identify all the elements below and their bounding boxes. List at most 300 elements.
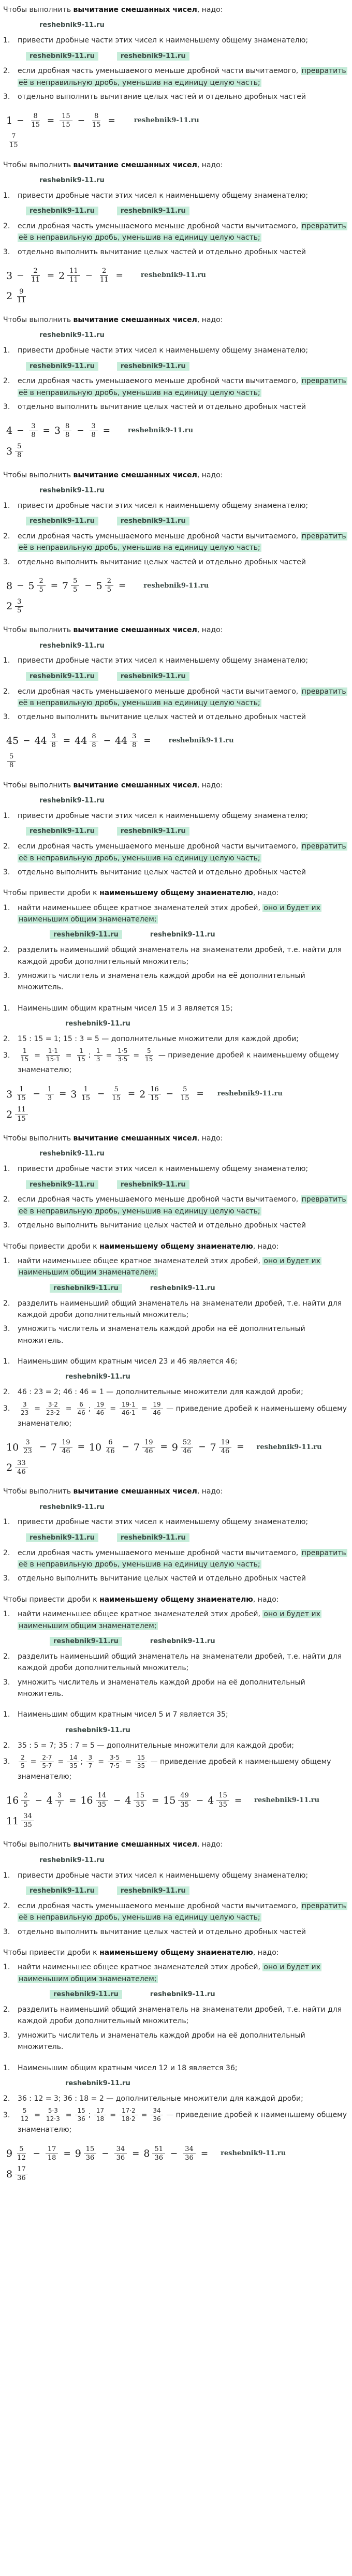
lcd-rules-1-line-3 xyxy=(3,929,348,941)
subtraction-rules-2-line-5 xyxy=(3,221,348,244)
formula-5 xyxy=(6,733,348,750)
numerator: 5 xyxy=(181,1086,189,1094)
text-run: отдельно выполнить вычитание целых частей и отдельно дробных частей xyxy=(18,713,306,722)
example-4 xyxy=(3,577,348,615)
operator: = xyxy=(108,115,115,126)
mixed-number xyxy=(75,2145,98,2163)
fraction xyxy=(43,1047,63,1063)
denominator: 35 xyxy=(180,1801,189,1809)
text-run: отдельно выполнить вычитание целых частей и отдельно дробных частей xyxy=(18,558,306,566)
operator: = xyxy=(110,2111,116,2119)
lcd-working-4-line-4 xyxy=(3,2107,348,2137)
whole-part: 9 xyxy=(171,1441,178,1453)
operator: = xyxy=(34,1051,41,1060)
formula-9-result xyxy=(6,2165,348,2183)
denominator: 46 xyxy=(106,1447,115,1456)
fraction xyxy=(93,2107,107,2123)
subtraction-rules-9-line-2 xyxy=(3,1854,348,1866)
operator: = xyxy=(118,580,126,591)
text-run: привести дробные части этих чисел к наименьшему общему знаменателю; xyxy=(18,656,309,665)
fraction-part xyxy=(40,1754,54,1770)
example-5 xyxy=(3,733,348,770)
step-number: 3. xyxy=(3,247,10,256)
formula-1 xyxy=(6,112,348,130)
subtraction-rules-4-line-6 xyxy=(3,557,348,568)
watermark-text: reshebnik9-11.ru xyxy=(117,827,189,836)
fraction-part xyxy=(86,1754,95,1770)
whole-part: 2 xyxy=(139,1088,146,1100)
bold-text: вычитание смешанных чисел xyxy=(73,316,197,325)
text-run: умножить числитель и знаменатель каждой дроби на её дополнительный множитель. xyxy=(18,2031,305,2052)
text-run: , надо: xyxy=(197,316,223,325)
fraction xyxy=(114,1047,130,1063)
text-run: Чтобы привести дроби к xyxy=(3,1595,100,1604)
watermark-text: reshebnik9-11.ru xyxy=(26,827,98,836)
operator: = xyxy=(141,1404,148,1413)
mixed-number xyxy=(172,1439,195,1456)
denominator: 12 xyxy=(21,2115,29,2123)
step-number: 1. xyxy=(3,191,10,200)
step-number: 3. xyxy=(3,2031,10,2040)
subtraction-rules-4-line-1 xyxy=(3,470,348,481)
operator: − xyxy=(170,2148,178,2159)
highlighted-text: превратить её в неправильную дробь, уменьшив на единицу целую часть; xyxy=(19,1901,346,1922)
denominator: 36 xyxy=(154,2154,164,2162)
lcd-rules-2-line-4 xyxy=(3,1298,348,1321)
numerator: 51 xyxy=(152,2145,165,2154)
watermark-text: reshebnik9-11.ru xyxy=(26,207,98,215)
subtraction-rules-9-line-4 xyxy=(3,1885,348,1897)
mixed-number xyxy=(143,2145,166,2163)
fraction xyxy=(150,1401,164,1417)
whole-number: 3 xyxy=(6,270,13,282)
step-number: 2. xyxy=(3,1548,10,1557)
spacer xyxy=(98,522,117,523)
lcd-working-1 xyxy=(3,1003,348,1123)
watermark-text: reshebnik9-11.ru xyxy=(168,737,234,745)
fraction-part xyxy=(134,1792,146,1809)
denominator: 46·1 xyxy=(121,1409,136,1416)
denominator: 3 xyxy=(47,1094,52,1103)
operator: = xyxy=(65,2111,72,2119)
watermark-text: reshebnik9-11.ru xyxy=(256,1443,322,1451)
subtraction-rules-8-line-2 xyxy=(3,1501,348,1513)
numerator: 34 xyxy=(21,1812,34,1821)
subtraction-rules-9-line-3 xyxy=(3,1870,348,1881)
text-run: привести дробные части этих чисел к наименьшему общему знаменателю; xyxy=(18,1165,309,1174)
watermark-text: reshebnik9-11.ru xyxy=(150,1284,215,1292)
fraction-part xyxy=(67,1754,79,1770)
text-run: разделить наименьший общий знаменатель на знаменатели дробей, т.е. найти для каждой дроби дополнительный множитель; xyxy=(18,1299,342,1319)
denominator: 18 xyxy=(47,2154,56,2162)
formula-6 xyxy=(6,1086,348,1103)
lcd-working-3-line-2 xyxy=(3,1724,348,1736)
numerator: 14 xyxy=(67,1754,79,1762)
numerator: 34 xyxy=(151,2107,163,2115)
numerator: 14 xyxy=(96,1792,109,1801)
denominator: 5 xyxy=(107,586,111,594)
lcd-working-4-line-2 xyxy=(3,2077,348,2089)
text-run: если дробная часть уменьшаемого меньше дробной части вычитаемого, xyxy=(18,222,301,230)
watermark-text: reshebnik9-11.ru xyxy=(150,1990,215,1999)
subtraction-rules-3-line-3 xyxy=(3,345,348,356)
denominator: 15 xyxy=(31,121,40,129)
numerator: 8 xyxy=(90,733,98,741)
fraction-part xyxy=(143,1047,155,1063)
denominator: 8 xyxy=(51,741,56,749)
step-number: 1. xyxy=(3,1165,10,1174)
whole-part: 3 xyxy=(6,1088,13,1100)
fraction-part xyxy=(135,1754,147,1770)
bold-text: наименьшему общему знаменателю xyxy=(99,1949,253,1957)
lcd-working-4-line-1 xyxy=(3,2062,348,2074)
whole-part: 2 xyxy=(6,1462,13,1474)
numerator: 34 xyxy=(183,2145,196,2154)
step-number: 1. xyxy=(3,1256,10,1265)
highlighted-text: оно и будет их наименьшим общим знаменателем; xyxy=(19,903,320,924)
watermark-text: reshebnik9-11.ru xyxy=(117,1886,189,1895)
subtraction-rules-5-line-5 xyxy=(3,686,348,709)
step-number: 1. xyxy=(3,1963,10,1972)
watermark-text: reshebnik9-11.ru xyxy=(65,1373,130,1381)
spacer xyxy=(98,212,117,213)
lcd-working-3-line-4 xyxy=(3,1754,348,1784)
numerator: 19 xyxy=(219,1439,232,1447)
denominator: 15·1 xyxy=(46,1056,60,1063)
fraction xyxy=(109,1086,124,1103)
watermark-text: reshebnik9-11.ru xyxy=(26,672,98,681)
denominator: 46 xyxy=(182,1447,192,1456)
operator: − xyxy=(77,115,85,126)
numerator: 6 xyxy=(77,1401,85,1409)
whole-number: 4 xyxy=(6,425,13,437)
numerator: 1 xyxy=(77,1047,85,1056)
lcd-working-2-line-3 xyxy=(3,1386,348,1398)
subtraction-rules-4-line-5 xyxy=(3,531,348,554)
whole-part: 3 xyxy=(6,445,13,457)
subtraction-rules-5 xyxy=(3,624,348,723)
fraction xyxy=(18,1401,32,1417)
fraction xyxy=(45,2145,60,2163)
whole-part: 7 xyxy=(62,580,69,592)
numerator: 3 xyxy=(21,1401,29,1409)
text-run: разделить наименьший общий знаменатель на знаменатели дробей, т.е. найти для каждой дроби дополнительный множитель; xyxy=(18,2006,342,2026)
step-number: 3. xyxy=(3,1221,10,1230)
denominator: 8 xyxy=(9,762,14,770)
numerator: 16 xyxy=(148,1086,161,1094)
fraction xyxy=(18,1047,32,1063)
whole-part: 2 xyxy=(58,270,65,282)
subtraction-rules-6 xyxy=(3,780,348,879)
operator: − xyxy=(33,1089,40,1100)
spacer xyxy=(3,1539,26,1540)
formula-3 xyxy=(6,422,348,440)
fraction-part xyxy=(75,1047,87,1063)
whole-part: 44 xyxy=(34,735,47,747)
operator: = xyxy=(115,270,123,281)
lcd-rules-3-line-5 xyxy=(3,1677,348,1700)
fraction xyxy=(43,2107,63,2123)
mixed-number xyxy=(34,733,58,750)
operator: − xyxy=(77,425,84,436)
text-run: — приведение дробей к наименьшему общему знаменателю; xyxy=(18,1404,347,1428)
fraction-part xyxy=(15,1106,28,1123)
watermark-text: reshebnik9-11.ru xyxy=(39,21,105,30)
fraction-part xyxy=(130,733,138,750)
text-run: Чтобы привести дроби к xyxy=(3,889,100,898)
fraction-part xyxy=(19,1047,31,1063)
formula-4 xyxy=(6,577,348,595)
bold-text: вычитание смешанных чисел xyxy=(73,1487,197,1496)
numerator: 19 xyxy=(142,1439,155,1447)
mixed-number xyxy=(208,1792,230,1809)
subtraction-rules-7-line-2 xyxy=(3,1148,348,1160)
formula-7-result xyxy=(6,1459,348,1477)
subtraction-rules-2-line-2 xyxy=(3,174,348,186)
operator: − xyxy=(17,115,24,126)
formula-9 xyxy=(6,2145,348,2163)
watermark-text: reshebnik9-11.ru xyxy=(39,1856,105,1864)
denominator: 15 xyxy=(77,1056,85,1063)
spacer xyxy=(3,647,39,648)
fraction-part xyxy=(55,1792,64,1809)
spacer xyxy=(3,212,26,213)
denominator: 36 xyxy=(85,2154,95,2162)
text-run: если дробная часть уменьшаемого меньше дробной части вычитаемого, xyxy=(18,687,301,696)
numerator: 8 xyxy=(31,112,39,121)
fraction-part xyxy=(7,133,20,150)
subtraction-rules-4-line-4 xyxy=(3,515,348,527)
step-number: 1. xyxy=(3,1610,10,1619)
step-number: 2. xyxy=(3,1388,10,1397)
subtraction-rules-4-line-2 xyxy=(3,485,348,496)
operator: = xyxy=(34,1404,41,1413)
denominator: 35 xyxy=(136,1801,144,1809)
denominator: 8 xyxy=(65,431,70,439)
bold-text: вычитание смешанных чисел xyxy=(73,6,197,14)
operator: = xyxy=(102,425,111,436)
lcd-rules-2-line-2 xyxy=(3,1255,348,1279)
text-run: , надо: xyxy=(197,1840,223,1849)
lcd-rules-1-line-4 xyxy=(3,944,348,968)
operator: − xyxy=(101,2148,109,2159)
text-run: Чтобы выполнить xyxy=(3,626,74,635)
subtraction-rules-9 xyxy=(3,1839,348,1938)
operator: = xyxy=(34,2111,41,2119)
highlighted-text: превратить её в неправильную дробь, уменьшив на единицу целую часть; xyxy=(19,1548,346,1569)
fraction-part xyxy=(90,733,98,750)
mixed-number xyxy=(6,1439,35,1456)
mixed-number xyxy=(58,267,81,285)
text-run: умножить числитель и знаменатель каждой дроби на её дополнительный множитель. xyxy=(18,972,305,992)
text-run: , надо: xyxy=(197,1487,223,1496)
watermark-text: reshebnik9-11.ru xyxy=(117,207,189,215)
text-run: отдельно выполнить вычитание целых частей и отдельно дробных частей xyxy=(18,1927,306,1936)
operator: = xyxy=(132,2148,140,2159)
mixed-number xyxy=(163,1792,192,1809)
numerator: 15 xyxy=(60,112,72,121)
watermark-text: reshebnik9-11.ru xyxy=(140,271,206,280)
spacer xyxy=(98,1539,117,1540)
denominator: 46 xyxy=(153,1409,161,1416)
fraction xyxy=(119,2107,139,2123)
step-number: 2. xyxy=(3,687,10,696)
watermark-text: reshebnik9-11.ru xyxy=(39,176,105,184)
fraction-part xyxy=(80,1086,93,1103)
fraction-part xyxy=(94,1047,102,1063)
subtraction-rules-3 xyxy=(3,314,348,413)
numerator: 15 xyxy=(216,1792,229,1801)
watermark-text: reshebnik9-11.ru xyxy=(50,1637,122,1646)
denominator: 36 xyxy=(17,2174,26,2183)
step-number: 2. xyxy=(3,1299,10,1308)
text-run: Наименьшим общим кратным чисел 15 и 3 является 15; xyxy=(18,1004,233,1013)
denominator: 15 xyxy=(150,1094,159,1103)
denominator: 15 xyxy=(181,1094,189,1103)
denominator: 15 xyxy=(81,1094,91,1103)
step-number: 3. xyxy=(3,1678,10,1687)
subtraction-rules-6-line-6 xyxy=(3,867,348,878)
text-run: Наименьшим общим кратным чисел 12 и 18 является 36; xyxy=(18,2063,238,2072)
step-number: 3. xyxy=(3,93,10,101)
denominator: 3·5 xyxy=(118,1056,128,1063)
fraction xyxy=(113,2145,128,2163)
numerator: 3 xyxy=(86,1754,95,1762)
subtraction-rules-2 xyxy=(3,159,348,258)
fraction-part xyxy=(216,1792,229,1809)
text-run: ; xyxy=(88,2111,93,2119)
denominator: 15 xyxy=(17,1115,26,1123)
fraction-part xyxy=(21,1439,34,1456)
spacer xyxy=(3,1378,65,1379)
fraction-part xyxy=(104,1439,117,1456)
watermark-text: reshebnik9-11.ru xyxy=(26,362,98,371)
watermark-text: reshebnik9-11.ru xyxy=(26,1180,98,1189)
whole-part: 4 xyxy=(208,1795,214,1807)
fraction-part xyxy=(98,267,111,285)
fraction-part xyxy=(44,1047,62,1063)
denominator: 18 xyxy=(96,2115,105,2123)
fraction-part xyxy=(152,2145,165,2163)
numerator: 3 xyxy=(90,422,98,431)
fraction-part xyxy=(15,443,23,460)
text-run: 35 : 5 = 7; 35 : 7 = 5 — дополнительные множители для каждой дроби; xyxy=(18,1741,295,1750)
whole-number: 8 xyxy=(6,580,13,592)
numerator: 1 xyxy=(46,1086,54,1094)
lcd-rules-4-line-3 xyxy=(3,1988,348,2000)
lcd-rules-3-line-4 xyxy=(3,1651,348,1674)
text-run: , надо: xyxy=(253,1242,279,1251)
fraction-part xyxy=(105,577,113,595)
whole-part: 2 xyxy=(6,1109,13,1121)
example-1 xyxy=(3,112,348,150)
step-number: 2. xyxy=(3,532,10,541)
fraction xyxy=(6,753,17,770)
lcd-working-3-line-3 xyxy=(3,1740,348,1751)
lcd-rules-3-line-2 xyxy=(3,1608,348,1632)
lcd-rules-2-line-1 xyxy=(3,1241,348,1252)
denominator: 18·2 xyxy=(121,2115,136,2123)
numerator: 2 xyxy=(37,577,45,586)
spacer xyxy=(98,1186,117,1187)
lcd-working-3 xyxy=(3,1709,348,1829)
text-run: Чтобы привести дроби к xyxy=(3,1949,100,1957)
subtraction-rules-1-line-2 xyxy=(3,19,348,31)
mixed-number xyxy=(134,1439,156,1456)
operator: = xyxy=(47,270,55,281)
spacer xyxy=(3,1025,65,1026)
subtraction-rules-9-line-6 xyxy=(3,1926,348,1938)
text-run: , надо: xyxy=(197,781,223,789)
operator: − xyxy=(122,1442,129,1453)
step-number: 3. xyxy=(3,1404,10,1413)
step-number: 1. xyxy=(3,501,10,510)
mixed-number xyxy=(54,422,72,440)
subtraction-rules-4-line-3 xyxy=(3,500,348,511)
numerator: 3·5 xyxy=(108,1754,122,1762)
operator: − xyxy=(84,580,92,591)
numerator: 2 xyxy=(31,267,39,276)
formula-8 xyxy=(6,1792,348,1809)
bold-text: вычитание смешанных чисел xyxy=(73,1840,197,1849)
lcd-working-1-line-1 xyxy=(3,1003,348,1014)
fraction-part xyxy=(15,598,23,616)
numerator: 2·7 xyxy=(40,1754,54,1762)
numerator: 19 xyxy=(94,1401,106,1409)
numerator: 5 xyxy=(145,1047,153,1056)
numerator: 1 xyxy=(21,1047,29,1056)
fraction xyxy=(28,267,43,285)
whole-part: 4 xyxy=(125,1795,131,1807)
numerator: 11 xyxy=(67,267,80,276)
denominator: 36 xyxy=(185,2154,194,2162)
fraction-part xyxy=(29,422,37,440)
fraction xyxy=(28,422,38,440)
highlighted-text: превратить её в неправильную дробь, уменьшив на единицу целую часть; xyxy=(19,687,346,707)
watermark-text: reshebnik9-11.ru xyxy=(150,931,215,939)
subtraction-rules-7-line-5 xyxy=(3,1194,348,1217)
text-run: если дробная часть уменьшаемого меньше дробной части вычитаемого, xyxy=(18,1195,301,1204)
highlighted-text: оно и будет их наименьшим общим знаменателем; xyxy=(19,1256,320,1277)
spacer xyxy=(3,832,26,833)
watermark-text: reshebnik9-11.ru xyxy=(128,426,194,434)
fraction-part xyxy=(90,422,98,440)
denominator: 36 xyxy=(116,2154,125,2162)
mixed-number xyxy=(115,733,139,750)
numerator: 1·5 xyxy=(115,1047,129,1056)
lcd-working-2-line-2 xyxy=(3,1371,348,1383)
spacer xyxy=(3,26,39,27)
bold-text: вычитание смешанных чисел xyxy=(73,1134,197,1143)
step-number: 1. xyxy=(3,1004,10,1013)
step-number: 2. xyxy=(3,1195,10,1204)
step-number: 3. xyxy=(3,1758,10,1766)
subtraction-rules-7-line-6 xyxy=(3,1220,348,1231)
mixed-number xyxy=(6,1812,35,1830)
mixed-number xyxy=(6,1459,29,1477)
operator: = xyxy=(196,1089,204,1100)
text-run: умножить числитель и знаменатель каждой дроби на её дополнительный множитель. xyxy=(18,1678,305,1698)
mixed-number xyxy=(6,2165,29,2183)
whole-part: 7 xyxy=(210,1441,216,1453)
fraction-part xyxy=(15,1459,28,1477)
operator: − xyxy=(39,1442,47,1453)
operator: = xyxy=(42,425,50,436)
fraction-part xyxy=(15,2145,28,2163)
text-run: найти наименьшее общее кратное знаменателей этих дробей, xyxy=(18,1963,263,1972)
fraction-part xyxy=(96,1792,109,1809)
mixed-number xyxy=(6,288,29,305)
